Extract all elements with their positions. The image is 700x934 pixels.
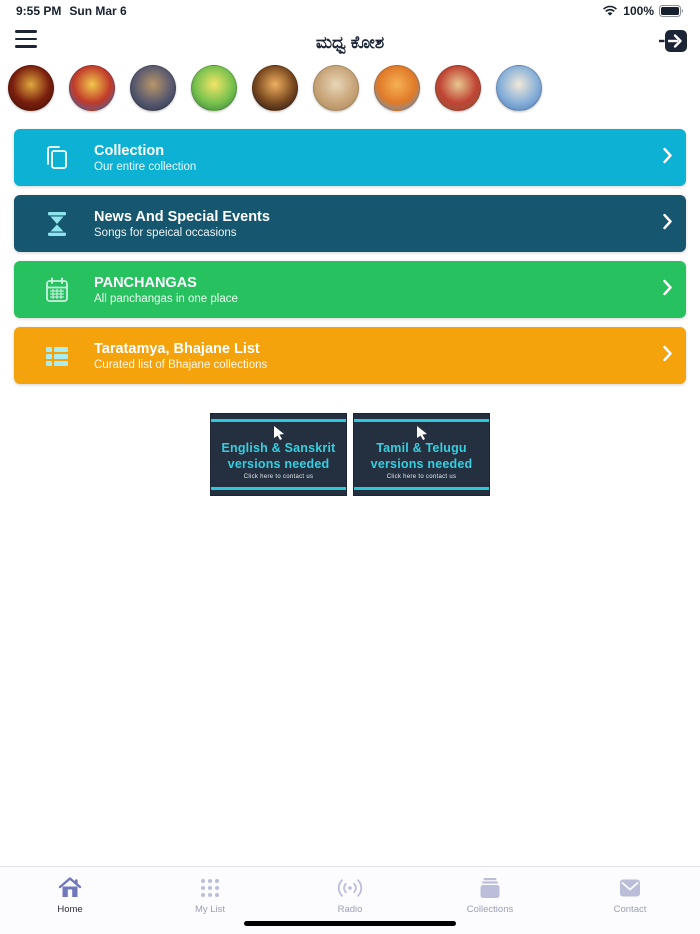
status-time-date <box>16 4 127 18</box>
contact-banner-row <box>0 414 700 495</box>
status-time: 9:55 PM <box>16 4 62 18</box>
avatar-raghavendra[interactable] <box>252 65 298 111</box>
banner-bottom-line <box>354 487 489 490</box>
tab-contact[interactable] <box>560 867 700 934</box>
status-bar <box>0 0 700 22</box>
avatar-saint-green-aura[interactable] <box>191 65 237 111</box>
card-collection[interactable] <box>14 129 686 186</box>
banner-top-line <box>354 419 489 422</box>
banner-title: Tamil & Telugu versions needed <box>370 441 473 471</box>
envelope-icon <box>618 876 642 900</box>
status-indicators <box>602 4 684 18</box>
page-title: ಮಧ್ವ ಕೋಶ <box>315 33 385 52</box>
list-icon <box>42 341 72 371</box>
banner-subtext: Click here to contact us <box>243 474 314 481</box>
card-panchangas[interactable] <box>14 261 686 318</box>
stack-icon <box>478 876 502 900</box>
home-icon <box>58 876 82 900</box>
avatar-venkateshwara[interactable] <box>8 65 54 111</box>
banner-top-line <box>211 419 346 422</box>
tab-label: Radio <box>337 904 363 915</box>
card-subtitle: All panchangas in one place <box>94 292 238 305</box>
wifi-icon <box>602 5 618 17</box>
avatar-lakshmi[interactable] <box>69 65 115 111</box>
deity-avatar-row <box>0 64 700 111</box>
tab-label: Contact <box>613 904 647 915</box>
cursor-icon <box>416 426 428 440</box>
battery-icon <box>659 5 684 17</box>
card-title: News And Special Events <box>94 208 270 225</box>
card-taratamya-bhajane[interactable] <box>14 327 686 384</box>
card-subtitle: Songs for speical occasions <box>94 226 237 239</box>
avatar-saint-sepia[interactable] <box>313 65 359 111</box>
tab-label: Collections <box>466 904 514 915</box>
card-title: Collection <box>94 142 165 159</box>
avatar-krishna-saints[interactable] <box>130 65 176 111</box>
chevron-right-icon <box>663 147 672 168</box>
radio-waves-icon <box>335 876 365 900</box>
card-subtitle: Curated list of Bhajane collections <box>94 358 268 371</box>
banner-subtext: Click here to contact us <box>386 474 457 481</box>
tab-label: My List <box>194 904 226 915</box>
card-title: PANCHANGAS <box>94 274 197 291</box>
menu-icon[interactable] <box>15 30 37 48</box>
home-indicator[interactable] <box>244 921 456 926</box>
avatar-shiva[interactable] <box>496 65 542 111</box>
card-news-events[interactable] <box>14 195 686 252</box>
tab-home[interactable] <box>0 867 140 934</box>
tab-label: Home <box>57 904 83 915</box>
copy-icon <box>42 143 72 173</box>
nav-bar <box>0 22 700 64</box>
card-title: Taratamya, Bhajane List <box>94 340 260 357</box>
card-subtitle: Our entire collection <box>94 160 197 173</box>
banner-title: English & Sanskrit versions needed <box>221 441 336 471</box>
avatar-hanuman[interactable] <box>374 65 420 111</box>
chevron-right-icon <box>663 213 672 234</box>
sign-in-icon[interactable] <box>658 28 688 54</box>
status-date: Sun Mar 6 <box>69 4 127 18</box>
menu-cards <box>14 129 686 384</box>
grid-dots-icon <box>199 876 221 900</box>
chevron-right-icon <box>663 345 672 366</box>
hourglass-icon <box>42 209 72 239</box>
calendar-icon <box>42 275 72 305</box>
battery-percent: 100% <box>623 4 654 18</box>
banner-english-sanskrit[interactable] <box>211 414 346 495</box>
chevron-right-icon <box>663 279 672 300</box>
avatar-durga[interactable] <box>435 65 481 111</box>
banner-tamil-telugu[interactable] <box>354 414 489 495</box>
banner-bottom-line <box>211 487 346 490</box>
cursor-icon <box>273 426 285 440</box>
